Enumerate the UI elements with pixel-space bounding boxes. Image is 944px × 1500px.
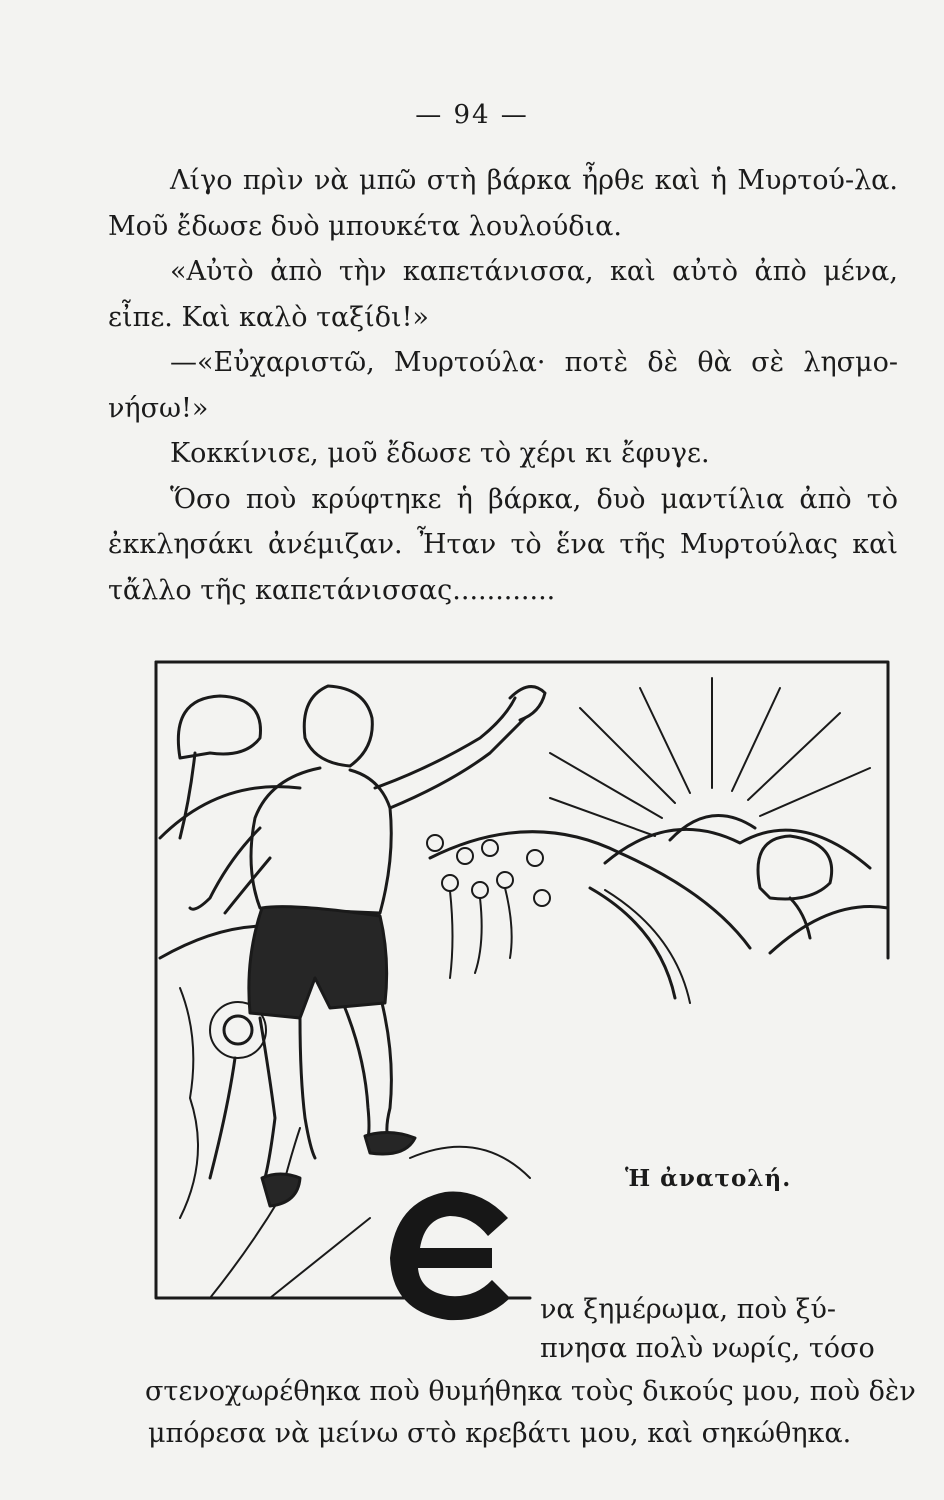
paragraph: Λίγο πρὶν νὰ μπῶ στὴ βάρκα ἦρθε καὶ ἡ Μυρτού-λα. Μοῦ ἔδωσε δυὸ μπουκέτα λουλούδια. [108, 165, 898, 242]
text-line: να ξημέρωμα, ποὺ ξύ- [540, 1294, 837, 1325]
illustration-caption: Ἡ ἀνατολή. [625, 1165, 792, 1192]
page-number: — 94 — [415, 100, 529, 130]
paragraph: Ὅσο ποὺ κρύφτηκε ἡ βάρκα, δυὸ μαντίλια ἀπὸ τὸ ἐκκλησάκι ἀνέμιζαν. Ἦταν τὸ ἕνα τῆς Μυρτούλας καὶ τἄλλο τῆς καπετάνισσας............ [108, 483, 898, 606]
paragraph: Κοκκίνισε, μοῦ ἔδωσε τὸ χέρι κι ἔφυγε. [170, 438, 710, 469]
paragraph: «Αὐτὸ ἀπὸ τὴν καπετάνισσα, καὶ αὐτὸ ἀπὸ μένα, εἶπε. Καὶ καλὸ ταξίδι!» [108, 256, 898, 333]
text-line: πνησα πολὺ νωρίς, τόσο [540, 1333, 875, 1364]
paragraph: —«Εὐχαριστῶ, Μυρτούλα· ποτὲ δὲ θὰ σὲ λησμο-νήσω!» [108, 347, 898, 424]
text-line: στενοχωρέθηκα ποὺ θυμήθηκα τοὺς δικούς μου, ποὺ δὲν [145, 1376, 916, 1407]
body-text [108, 158, 898, 613]
text-line: μπόρεσα νὰ μείνω στὸ κρεβάτι μου, καὶ σηκώθηκα. [148, 1418, 852, 1449]
drop-cap-e [380, 1180, 525, 1330]
